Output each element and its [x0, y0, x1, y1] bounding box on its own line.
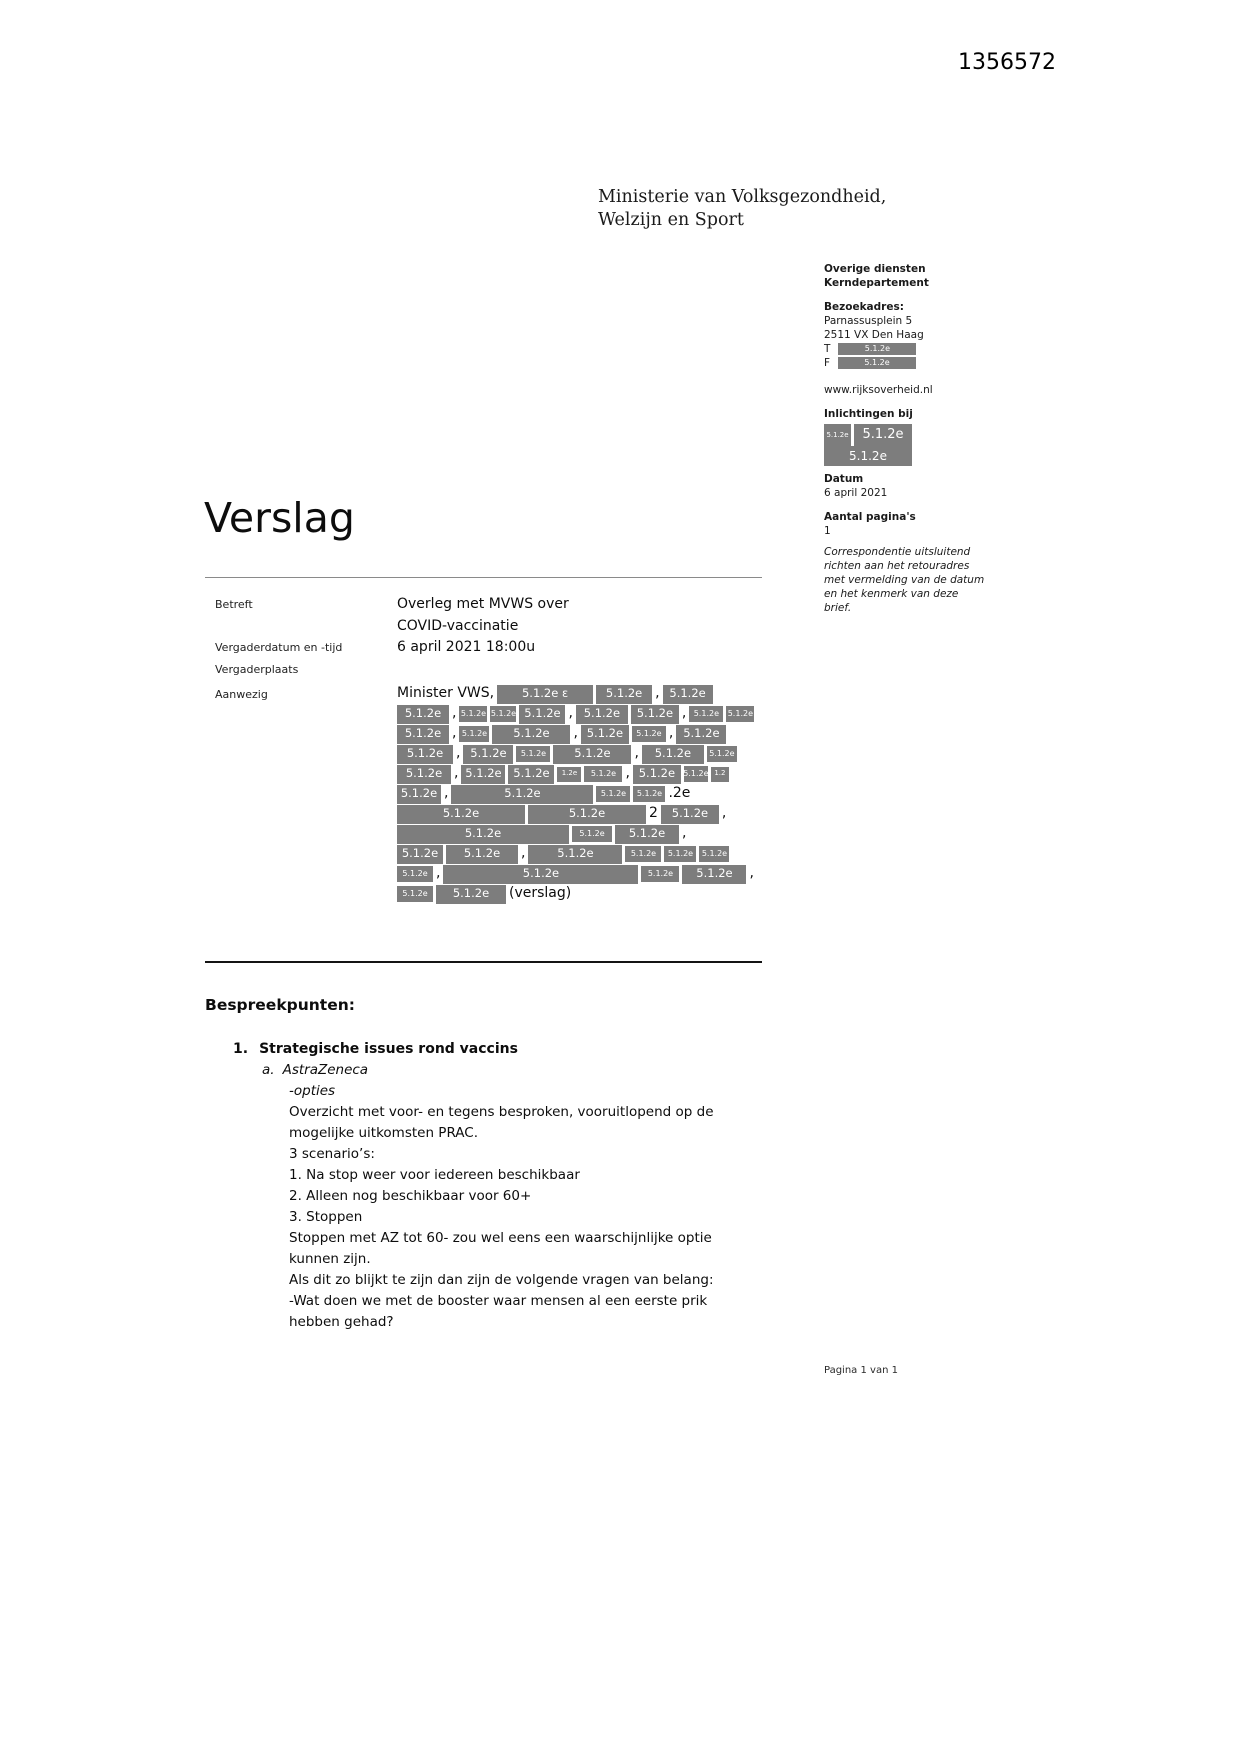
- address-line2: 2511 VX Den Haag: [824, 329, 924, 341]
- department-line2: Kerndepartement: [824, 277, 929, 289]
- redaction-box: 5.1.2e: [490, 706, 516, 722]
- attendees-text: ,: [452, 725, 457, 742]
- attendees-text: ,: [436, 865, 441, 882]
- redaction-box: 5.1.2e: [854, 424, 912, 446]
- redaction-row: [397, 804, 754, 824]
- redaction-box: 5.1.2e: [461, 765, 505, 784]
- redaction-box: 5.1.2e: [625, 846, 661, 862]
- attendees-text: ,: [634, 745, 639, 762]
- place-label: Vergaderplaats: [215, 663, 299, 676]
- attendees-text: ,: [625, 765, 630, 782]
- betreft-line1: Overleg met MVWS over: [397, 596, 569, 612]
- datetime-row: [215, 637, 781, 659]
- attendees-text: ,: [573, 725, 578, 742]
- attendees-text: ,: [444, 785, 449, 802]
- phone-label: T: [824, 343, 831, 355]
- date-value: 6 april 2021: [824, 487, 888, 499]
- redaction-box: 5.1.2e: [661, 805, 719, 824]
- redaction-box: 5.1.2e: [615, 825, 679, 844]
- redaction-box: 5.1.2e: [397, 866, 433, 882]
- phone-redaction-box: 5.1.2e: [838, 343, 916, 355]
- attendees-text: Minister VWS,: [397, 685, 495, 702]
- redaction-box: 5.1.2e: [633, 786, 665, 802]
- redaction-row: [397, 744, 754, 764]
- page-footer: Pagina 1 van 1: [824, 1365, 898, 1376]
- redaction-row: [397, 764, 754, 784]
- redaction-box: 5.1.2e: [824, 424, 851, 446]
- redaction-box: 5.1.2e: [676, 725, 726, 744]
- agenda-item-title: Strategische issues rond vaccins: [259, 1041, 518, 1057]
- redaction-box: 5.1.2e ε: [497, 685, 593, 704]
- redaction-box: 5.1.2e: [699, 846, 729, 862]
- agenda-item-number: 1.: [233, 1041, 249, 1057]
- redaction-row: [397, 844, 754, 864]
- address-line1: Parnassusplein 5: [824, 315, 913, 327]
- redaction-box: 5.1.2e: [397, 805, 525, 824]
- betreft-label: Betreft: [215, 598, 253, 611]
- fax-label: F: [824, 357, 831, 369]
- redaction-box: 5.1.2e: [451, 785, 593, 804]
- betreft-line2: COVID-vaccinatie: [397, 617, 519, 634]
- date-label: Datum: [824, 473, 864, 485]
- redaction-box: 5.1.2e: [631, 705, 679, 724]
- attendees-text: ,: [452, 705, 457, 722]
- redaction-box: 5.1.2e: [596, 786, 630, 802]
- place-row: [215, 659, 781, 684]
- betreft-row: [215, 594, 781, 637]
- attendees-text: ,: [721, 805, 727, 822]
- attendees-redaction-wall: [397, 684, 754, 904]
- redaction-box: 5.1.2e: [707, 746, 737, 762]
- fax-redaction-box: 5.1.2e: [838, 357, 916, 369]
- redaction-box: 5.1.2e: [684, 766, 708, 782]
- redaction-row: [397, 824, 754, 844]
- agenda-item-1: [233, 1039, 825, 1060]
- document-body: [205, 995, 825, 1333]
- attendees-text: ,: [568, 705, 573, 722]
- body-heading: Bespreekpunten:: [205, 996, 355, 1014]
- contact-label: Inlichtingen bij: [824, 408, 913, 420]
- body-line: mogelijke uitkomsten PRAC.: [289, 1125, 478, 1141]
- redaction-box: 5.1.2e: [824, 446, 912, 466]
- body-line: 3 scenario’s:: [289, 1146, 375, 1162]
- redaction-box: 5.1.2e: [576, 705, 628, 724]
- redaction-box: 1.2: [711, 767, 729, 782]
- subitem-letter: a.: [262, 1062, 275, 1078]
- section-divider: [205, 961, 762, 963]
- redaction-box: 5.1.2e: [726, 706, 754, 722]
- redaction-box: 5.1.2e: [463, 745, 513, 764]
- subitem-opties: -opties: [289, 1083, 336, 1099]
- redaction-box: 5.1.2e: [397, 725, 449, 744]
- attendees-text: ,: [682, 825, 687, 842]
- redaction-box: 5.1.2e: [397, 705, 449, 724]
- redaction-box: 5.1.2e: [663, 685, 713, 704]
- body-line: kunnen zijn.: [289, 1251, 371, 1267]
- redaction-box: 5.1.2e: [508, 765, 554, 784]
- redaction-box: 5.1.2e: [492, 725, 570, 744]
- ministry-line2: Welzijn en Sport: [598, 210, 744, 231]
- body-line: 3. Stoppen: [289, 1209, 363, 1225]
- redaction-box: 5.1.2e: [516, 746, 550, 762]
- correspondence-note: Correspondentie uitsluitend richten aan het retouradres met vermelding van de datum en het kenmerk van deze brief.: [824, 546, 985, 614]
- body-line: -Wat doen we met de booster waar mensen al een eerste prik: [289, 1293, 708, 1309]
- ministry-line1: Ministerie van Volksgezondheid,: [598, 187, 887, 207]
- redaction-box: 5.1.2e: [641, 866, 679, 882]
- redaction-box: 5.1.2e: [528, 845, 622, 864]
- redaction-row: [397, 724, 754, 744]
- datetime-value: 6 april 2021 18:00u: [397, 639, 536, 655]
- redaction-row: [397, 864, 754, 884]
- attendees-row: [215, 684, 781, 904]
- redaction-box: 5.1.2e: [584, 766, 622, 782]
- body-line: Als dit zo blijkt te zijn dan zijn de volgende vragen van belang:: [289, 1272, 714, 1288]
- redaction-box: 5.1.2e: [397, 745, 453, 764]
- subitem-title: AstraZeneca: [282, 1062, 369, 1078]
- redaction-box: 5.1.2e: [446, 845, 518, 864]
- attendees-text: ,: [456, 745, 461, 762]
- redaction-box: 5.1.2e: [642, 745, 704, 764]
- fax-row: [824, 356, 994, 370]
- document-number: 1356572: [958, 50, 1056, 75]
- attendees-text: ,: [749, 865, 754, 882]
- betreft-value: [397, 594, 569, 637]
- redaction-box: 5.1.2e: [397, 845, 443, 864]
- redaction-box: 5.1.2e: [459, 706, 487, 722]
- redaction-box: 5.1.2e: [633, 765, 681, 784]
- attendees-text: (verslag): [509, 885, 572, 902]
- pages-label: Aantal pagina's: [824, 511, 916, 523]
- phone-row: [824, 342, 994, 356]
- body-paragraph: [289, 1102, 825, 1333]
- visit-address-label: Bezoekadres:: [824, 301, 904, 313]
- redaction-box: 5.1.2e: [632, 726, 666, 742]
- attendees-text: ,: [668, 725, 674, 742]
- contact-redaction-cluster: [824, 424, 912, 466]
- body-line: hebben gehad?: [289, 1314, 394, 1330]
- datetime-label: Vergaderdatum en -tijd: [215, 641, 343, 654]
- attendees-text: ,: [681, 705, 687, 722]
- attendees-text: ,: [521, 845, 526, 862]
- redaction-box: 5.1.2e: [397, 825, 569, 844]
- attendees-text: ,: [454, 765, 459, 782]
- title-divider: [205, 577, 762, 578]
- redaction-box: 5.1.2e: [572, 826, 612, 842]
- redaction-box: 5.1.2e: [519, 705, 565, 724]
- attendees-text: ,: [655, 685, 660, 702]
- attendees-text: 2: [649, 805, 658, 822]
- redaction-box: 5.1.2e: [682, 865, 746, 884]
- redaction-box: 5.1.2e: [664, 846, 696, 862]
- redaction-row: [397, 684, 754, 704]
- redaction-box: 5.1.2e: [596, 685, 652, 704]
- redaction-box: 5.1.2e: [581, 725, 629, 744]
- body-line: 2. Alleen nog beschikbaar voor 60+: [289, 1188, 532, 1204]
- letterhead-sidebar: [824, 262, 994, 615]
- redaction-row: [397, 704, 754, 724]
- website-text: www.rijksoverheid.nl: [824, 384, 933, 396]
- redaction-box: 1.2e: [557, 767, 581, 782]
- attendees-label: Aanwezig: [215, 688, 268, 701]
- redaction-box: 5.1.2e: [689, 706, 723, 722]
- redaction-box: 5.1.2e: [436, 885, 506, 904]
- page-title: Verslag: [204, 494, 355, 542]
- redaction-box: 5.1.2e: [443, 865, 638, 884]
- pages-value: 1: [824, 525, 831, 537]
- attendees-text: .2e: [668, 785, 691, 802]
- body-line: Stoppen met AZ tot 60- zou wel eens een waarschijnlijke optie: [289, 1230, 712, 1246]
- meeting-meta: [215, 594, 781, 904]
- redaction-box: 5.1.2e: [397, 765, 451, 784]
- agenda-subitem-a: [262, 1060, 825, 1081]
- redaction-box: 5.1.2e: [459, 726, 489, 742]
- ministry-header: [598, 186, 886, 232]
- redaction-row: [397, 784, 754, 804]
- redaction-box: 5.1.2e: [397, 886, 433, 902]
- redaction-row: [397, 884, 754, 904]
- redaction-box: 5.1.2e: [528, 805, 646, 824]
- body-line: Overzicht met voor- en tegens besproken, vooruitlopend op de: [289, 1104, 714, 1120]
- department-line1: Overige diensten: [824, 263, 926, 275]
- redaction-box: 5.1.2e: [397, 785, 441, 804]
- redaction-box: 5.1.2e: [553, 745, 631, 764]
- body-line: 1. Na stop weer voor iedereen beschikbaar: [289, 1167, 580, 1183]
